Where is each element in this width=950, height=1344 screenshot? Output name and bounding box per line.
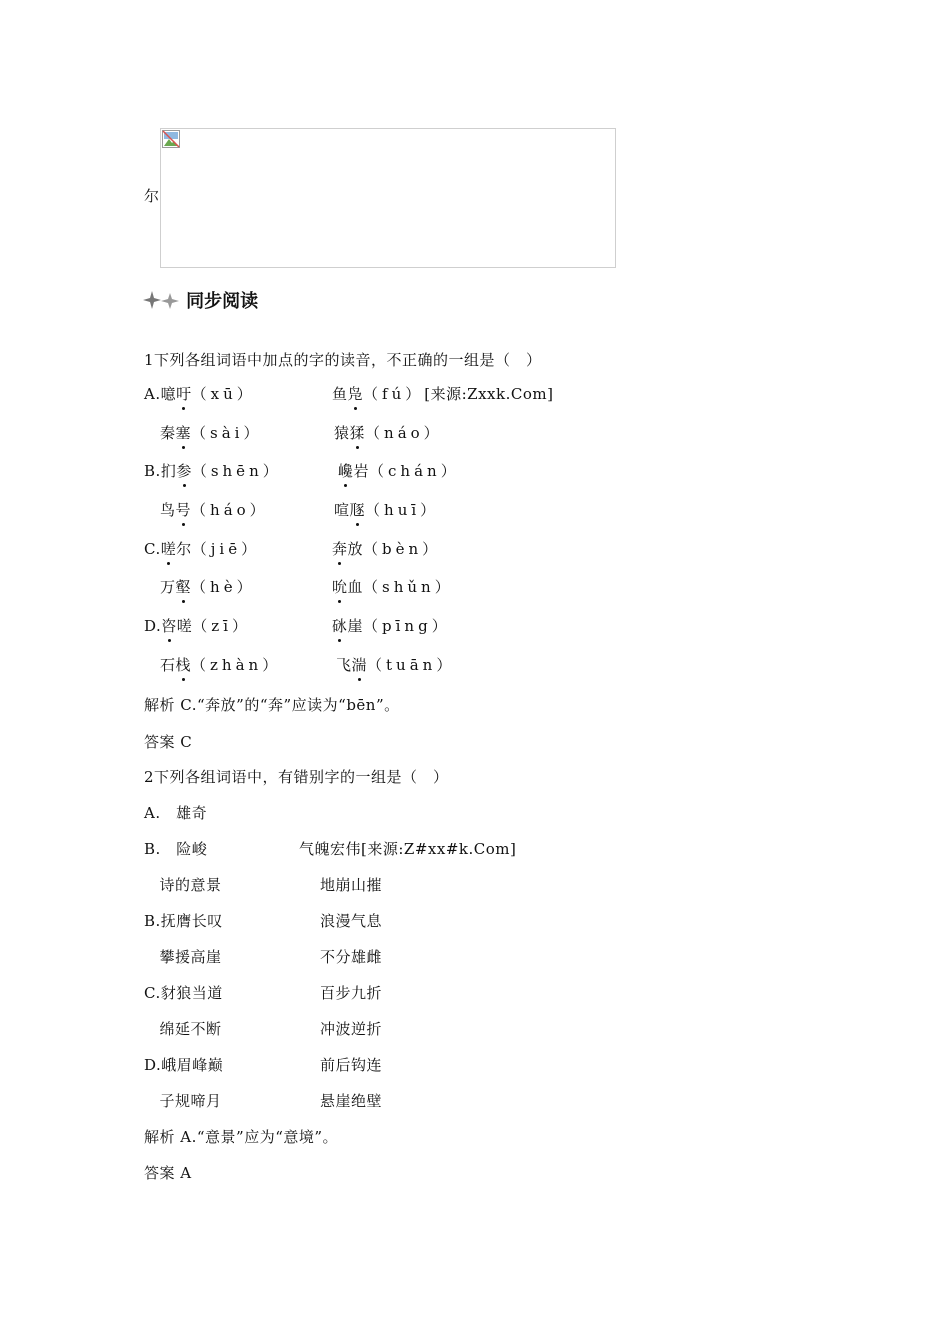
q2-row-left: A. 雄奇 <box>144 804 208 822</box>
dotted-char: 参 <box>176 462 192 480</box>
q1-option-d-row2: 石栈（zhàn） <box>160 656 282 674</box>
q2-row-right: 百步九折 <box>320 984 383 1002</box>
dotted-char: 凫 <box>347 385 364 403</box>
q1-option-d-row1: D.咨嗟（zī） <box>144 617 251 635</box>
dotted-char: 壑 <box>175 578 192 596</box>
option-label: B. <box>144 462 161 480</box>
q1-option-c-row2-right: 吮血（shǔn） <box>332 578 454 596</box>
q1-option-b-row1: B.扪参（shēn） <box>144 462 282 480</box>
q2-stem: 2下列各组词语中，有错别字的一组是（ ） <box>144 768 449 786</box>
q2-row-left: 攀援高崖 <box>144 948 222 966</box>
q1-option-a-row1: A.噫吁（xū） <box>144 385 256 403</box>
q1-option-a-row2-right: 猿猱（náo） <box>334 424 443 442</box>
q1-option-a-row2: 秦塞（sài） <box>160 424 263 442</box>
q1-option-b-row2-right: 喧豗（huī） <box>334 501 440 519</box>
q2-row-right: 不分雄雌 <box>320 948 383 966</box>
dotted-char: 奔 <box>332 540 348 558</box>
q2-row-left: D.峨眉峰巅 <box>144 1056 224 1074</box>
q2-row-right: 浪漫气息 <box>320 912 383 930</box>
q2-answer: 答案 A <box>144 1164 192 1182</box>
q2-row-right: 悬崖绝壁 <box>320 1092 383 1110</box>
dotted-char: 咨 <box>161 617 177 635</box>
section-heading <box>143 287 258 313</box>
q2-row-right: 地崩山摧 <box>320 876 383 894</box>
dotted-char: 吮 <box>332 578 348 596</box>
dotted-char: 猱 <box>349 424 366 442</box>
q1-analysis: 解析 C.“奔放”的“奔”应读为“bēn”。 <box>144 696 400 714</box>
dotted-char: 巉 <box>338 462 354 480</box>
dotted-char: 号 <box>175 501 192 519</box>
dotted-char: 湍 <box>351 656 368 674</box>
q2-row-left: 绵延不断 <box>144 1020 222 1038</box>
dotted-char: 栈 <box>175 656 192 674</box>
q2-row-right: 冲波逆折 <box>320 1020 383 1038</box>
q1-stem: 1下列各组词语中加点的字的读音，不正确的一组是（ ） <box>144 351 542 369</box>
q2-row-right: 前后钩连 <box>320 1056 383 1074</box>
dotted-char: 豗 <box>349 501 366 519</box>
broken-image-icon <box>162 130 180 148</box>
image-placeholder <box>160 128 616 268</box>
q1-option-b-row1-right: 巉岩（chán） <box>338 462 460 480</box>
q1-option-d-row1-right: 砯崖（pīng） <box>332 617 451 635</box>
option-label: C. <box>144 540 161 558</box>
source-note: [来源:Zxxk.Com] <box>424 385 554 403</box>
sparkle-icon <box>143 289 181 311</box>
stray-character: 尔 <box>144 187 160 205</box>
q2-analysis: 解析 A.“意景”应为“意境”。 <box>144 1128 339 1146</box>
q2-row-left: B. 险峻 <box>144 840 208 858</box>
q1-option-a-row1-right: 鱼凫（fú）[来源:Zxxk.Com] <box>332 385 554 403</box>
q1-answer: 答案 C <box>144 733 193 751</box>
q1-option-b-row2: 鸟号（háo） <box>160 501 269 519</box>
q2-row-right: 气魄宏伟[来源:Z#xx#k.Com] <box>299 840 517 858</box>
q1-option-c-row1: C.嗟尔（jiē） <box>144 540 261 558</box>
q2-row-left: B.抚膺长叹 <box>144 912 223 930</box>
q2-row-left: 子规啼月 <box>144 1092 222 1110</box>
q2-row-left: 诗的意景 <box>144 876 222 894</box>
q1-option-c-row1-right: 奔放（bèn） <box>332 540 442 558</box>
option-label: A. <box>144 385 161 403</box>
dotted-char: 吁 <box>176 385 192 403</box>
q2-row-left: C.豺狼当道 <box>144 984 223 1002</box>
dotted-char: 塞 <box>175 424 192 442</box>
dotted-char: 砯 <box>332 617 348 635</box>
option-label: D. <box>144 617 162 635</box>
dotted-char: 嗟 <box>160 540 177 558</box>
q1-option-c-row2: 万壑（hè） <box>160 578 256 596</box>
section-title: 同步阅读 <box>186 291 259 312</box>
q1-option-d-row2-right: 飞湍（tuān） <box>336 656 456 674</box>
